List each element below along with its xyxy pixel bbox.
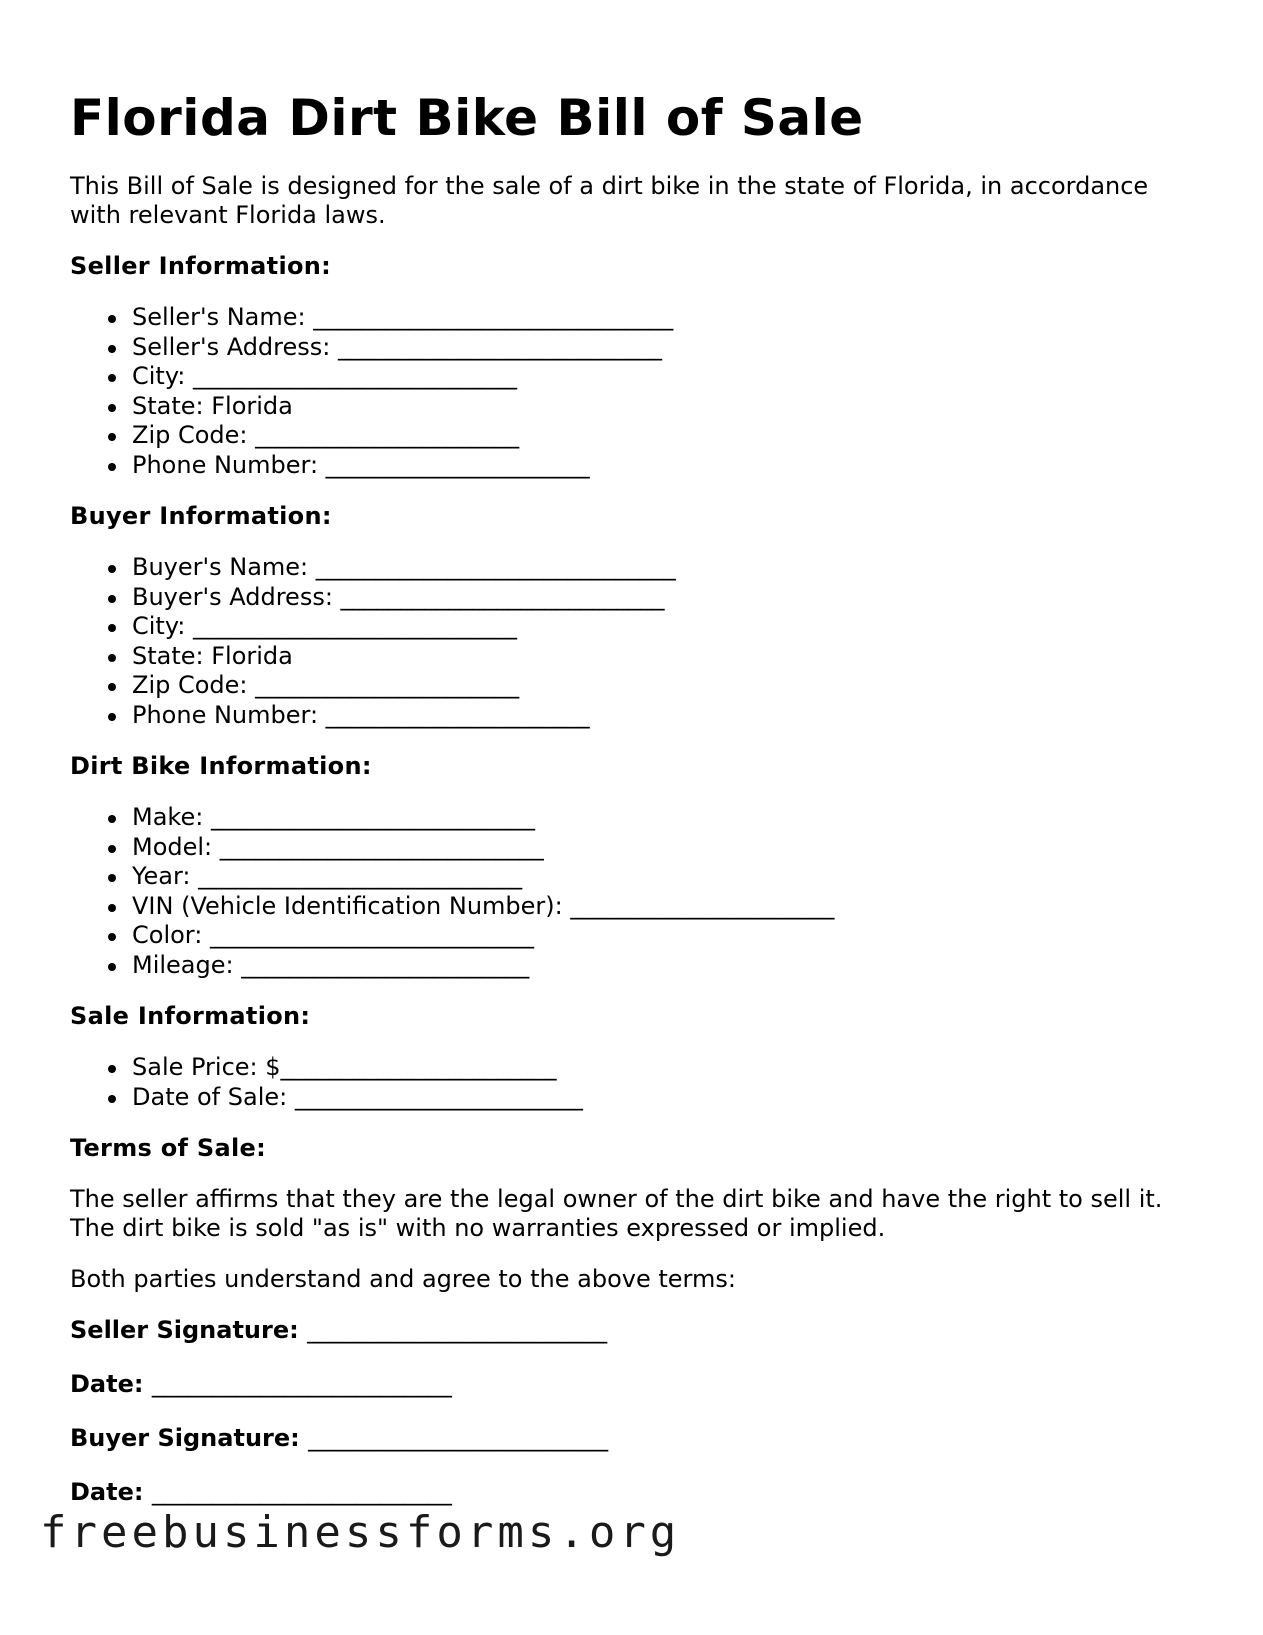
bike-vin-field: VIN (Vehicle Identification Number): ______________________	[132, 892, 1200, 922]
seller-date-blank: _________________________	[151, 1370, 452, 1398]
terms-paragraph: The seller affirms that they are the legal owner of the dirt bike and have the right to sell it. The dirt bike is sold "as is" with no warranties expressed or implied.	[70, 1185, 1163, 1242]
buyer-city-field: City: ___________________________	[132, 612, 1200, 642]
seller-date-label: Date:	[70, 1370, 144, 1398]
seller-info-list	[70, 303, 1200, 480]
seller-address-field: Seller's Address: ___________________________	[132, 333, 1200, 363]
buyer-date-line	[70, 1478, 1200, 1507]
bike-make-field: Make: ___________________________	[132, 803, 1200, 833]
seller-phone-field: Phone Number: ______________________	[132, 451, 1200, 481]
seller-signature-line	[70, 1316, 1200, 1345]
bike-section-heading: Dirt Bike Information:	[70, 752, 372, 780]
bike-model-field: Model: ___________________________	[132, 833, 1200, 863]
sale-section-heading: Sale Information:	[70, 1002, 311, 1030]
intro-paragraph: This Bill of Sale is designed for the sale of a dirt bike in the state of Florida, in accordance with relevant Florida laws.	[70, 172, 1149, 229]
buyer-phone-field: Phone Number: ______________________	[132, 701, 1200, 731]
buyer-section-heading: Buyer Information:	[70, 502, 332, 530]
document-page	[70, 78, 1200, 1532]
buyer-address-field: Buyer's Address: ___________________________	[132, 583, 1200, 613]
seller-zip-field: Zip Code: ______________________	[132, 421, 1200, 451]
sale-date-field: Date of Sale: ________________________	[132, 1083, 1200, 1113]
buyer-info-list	[70, 553, 1200, 730]
bike-info-list	[70, 803, 1200, 980]
buyer-signature-line	[70, 1424, 1200, 1453]
bike-year-field: Year: ___________________________	[132, 862, 1200, 892]
document-title: Florida Dirt Bike Bill of Sale	[70, 89, 864, 147]
sale-info-list	[70, 1053, 1200, 1112]
sale-price-field: Sale Price: $_______________________	[132, 1053, 1200, 1083]
seller-name-field: Seller's Name: ______________________________	[132, 303, 1200, 333]
seller-date-line	[70, 1370, 1200, 1399]
buyer-zip-field: Zip Code: ______________________	[132, 671, 1200, 701]
agreement-paragraph: Both parties understand and agree to the above terms:	[70, 1265, 736, 1293]
buyer-name-field: Buyer's Name: ______________________________	[132, 553, 1200, 583]
seller-signature-label: Seller Signature:	[70, 1316, 299, 1344]
buyer-signature-blank: _________________________	[308, 1424, 609, 1452]
watermark-text: freebusinessforms.org	[40, 1507, 681, 1558]
seller-state-field: State: Florida	[132, 392, 1200, 422]
terms-section-heading: Terms of Sale:	[70, 1134, 267, 1162]
buyer-date-label: Date:	[70, 1478, 144, 1506]
bike-mileage-field: Mileage: ________________________	[132, 951, 1200, 981]
seller-section-heading: Seller Information:	[70, 252, 332, 280]
buyer-state-field: State: Florida	[132, 642, 1200, 672]
seller-signature-blank: _________________________	[307, 1316, 608, 1344]
buyer-signature-label: Buyer Signature:	[70, 1424, 300, 1452]
buyer-date-blank: _________________________	[151, 1478, 452, 1506]
bike-color-field: Color: ___________________________	[132, 921, 1200, 951]
seller-city-field: City: ___________________________	[132, 362, 1200, 392]
